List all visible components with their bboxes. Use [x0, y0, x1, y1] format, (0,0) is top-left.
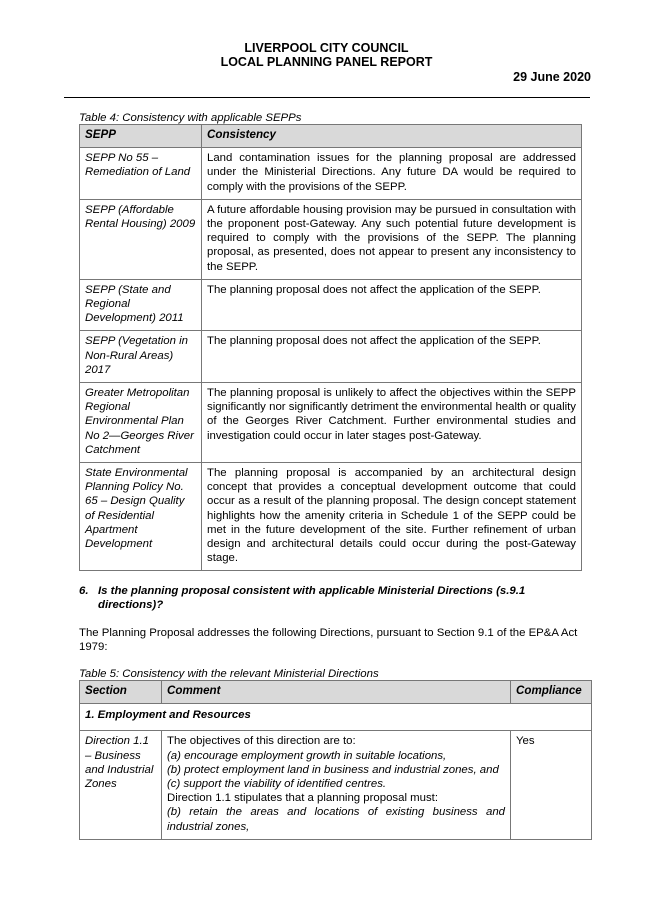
sepp-name: SEPP (State and Regional Development) 2011	[80, 279, 202, 331]
table5-caption: Table 5: Consistency with the relevant Ministerial Directions	[79, 668, 379, 680]
sepp-consistency: Land contamination issues for the planning proposal are addressed under the Ministerial Directions. Any future DA would be required to comply with the provisions of the SEPP.	[202, 148, 582, 200]
sepp-consistency: The planning proposal is accompanied by an architectural design concept that provides a conceptual development outcome that could occur as a result of the planning proposal. The design concept statement highlights how the amenity criteria in Schedule 1 of the SEPP could be met in the future development of the site. Further refinement of urban design and architectural details could occur during the post-Gateway stage.	[202, 463, 582, 571]
comment-line: Direction 1.1 stipulates that a planning proposal must:	[167, 792, 439, 805]
table-row	[80, 148, 582, 200]
table-row	[80, 199, 582, 279]
sepp-name: Greater Metropolitan Regional Environmental Plan No 2—Georges River Catchment	[80, 383, 202, 463]
ministerial-directions-table	[79, 680, 592, 840]
sepp-consistency: The planning proposal does not affect the application of the SEPP.	[202, 279, 582, 331]
sepp-consistency: The planning proposal is unlikely to affect the objectives within the SEPP significantly nor significantly detriment the environmental health or quality of the Georges River Catchment. Further environmental studies and investigation could occur in later stages post-Gateway.	[202, 383, 582, 463]
question-number: 6.	[79, 585, 89, 597]
question-text: Is the planning proposal consistent with applicable Ministerial Directions (s.9.1 directions)?	[98, 585, 526, 612]
table-header-row	[80, 125, 582, 148]
direction-compliance: Yes	[511, 731, 592, 839]
council-name: LIVERPOOL CITY COUNCIL	[244, 41, 409, 55]
header-sepp: SEPP	[80, 125, 202, 148]
sepp-name: SEPP (Affordable Rental Housing) 2009	[80, 199, 202, 279]
report-date: 29 June 2020	[513, 70, 591, 84]
report-title: LOCAL PLANNING PANEL REPORT	[220, 55, 433, 69]
sepp-consistency: The planning proposal does not affect the application of the SEPP.	[202, 331, 582, 383]
comment-line: The objectives of this direction are to:	[167, 735, 356, 748]
sepp-name: SEPP (Vegetation in Non-Rural Areas) 2017	[80, 331, 202, 383]
intro-paragraph: The Planning Proposal addresses the following Directions, pursuant to Section 9.1 of the EP&A Act 1979:	[79, 627, 578, 654]
table-row	[80, 331, 582, 383]
table-header-row	[80, 681, 592, 704]
table4-caption: Table 4: Consistency with applicable SEPPs	[79, 112, 302, 124]
comment-line: (c) support the viability of identified centres.	[167, 778, 387, 791]
comment-line: (b) protect employment land in business and industrial zones, and	[167, 763, 499, 776]
header-divider	[64, 97, 590, 98]
header-section: Section	[80, 681, 162, 704]
table-row	[80, 279, 582, 331]
section-heading: 1. Employment and Resources	[80, 704, 592, 731]
sepp-consistency-table	[79, 124, 582, 571]
comment-line: (a) encourage employment growth in suitable locations,	[167, 749, 447, 762]
table-row	[80, 463, 582, 571]
sepp-name: State Environmental Planning Policy No. 65 – Design Quality of Residential Apartment Development	[80, 463, 202, 571]
sepp-consistency: A future affordable housing provision may be pursued in consultation with the proponent post-Gateway. Any such potential future development is required to comply with the provisions of the SEPP. The planning proposal, as presented, does not appear to present any inconsistency to the SEPP.	[202, 199, 582, 279]
comment-line: (b) retain the areas and locations of existing business and industrial zones,	[167, 806, 505, 833]
header-comment: Comment	[162, 681, 511, 704]
table-row	[80, 383, 582, 463]
direction-comment	[162, 731, 511, 839]
table-row	[80, 731, 592, 839]
question-heading	[79, 584, 579, 612]
header-consistency: Consistency	[202, 125, 582, 148]
section-heading-row	[80, 704, 592, 731]
sepp-name: SEPP No 55 – Remediation of Land	[80, 148, 202, 200]
direction-section: Direction 1.1 – Business and Industrial Zones	[80, 731, 162, 839]
header-compliance: Compliance	[511, 681, 592, 704]
